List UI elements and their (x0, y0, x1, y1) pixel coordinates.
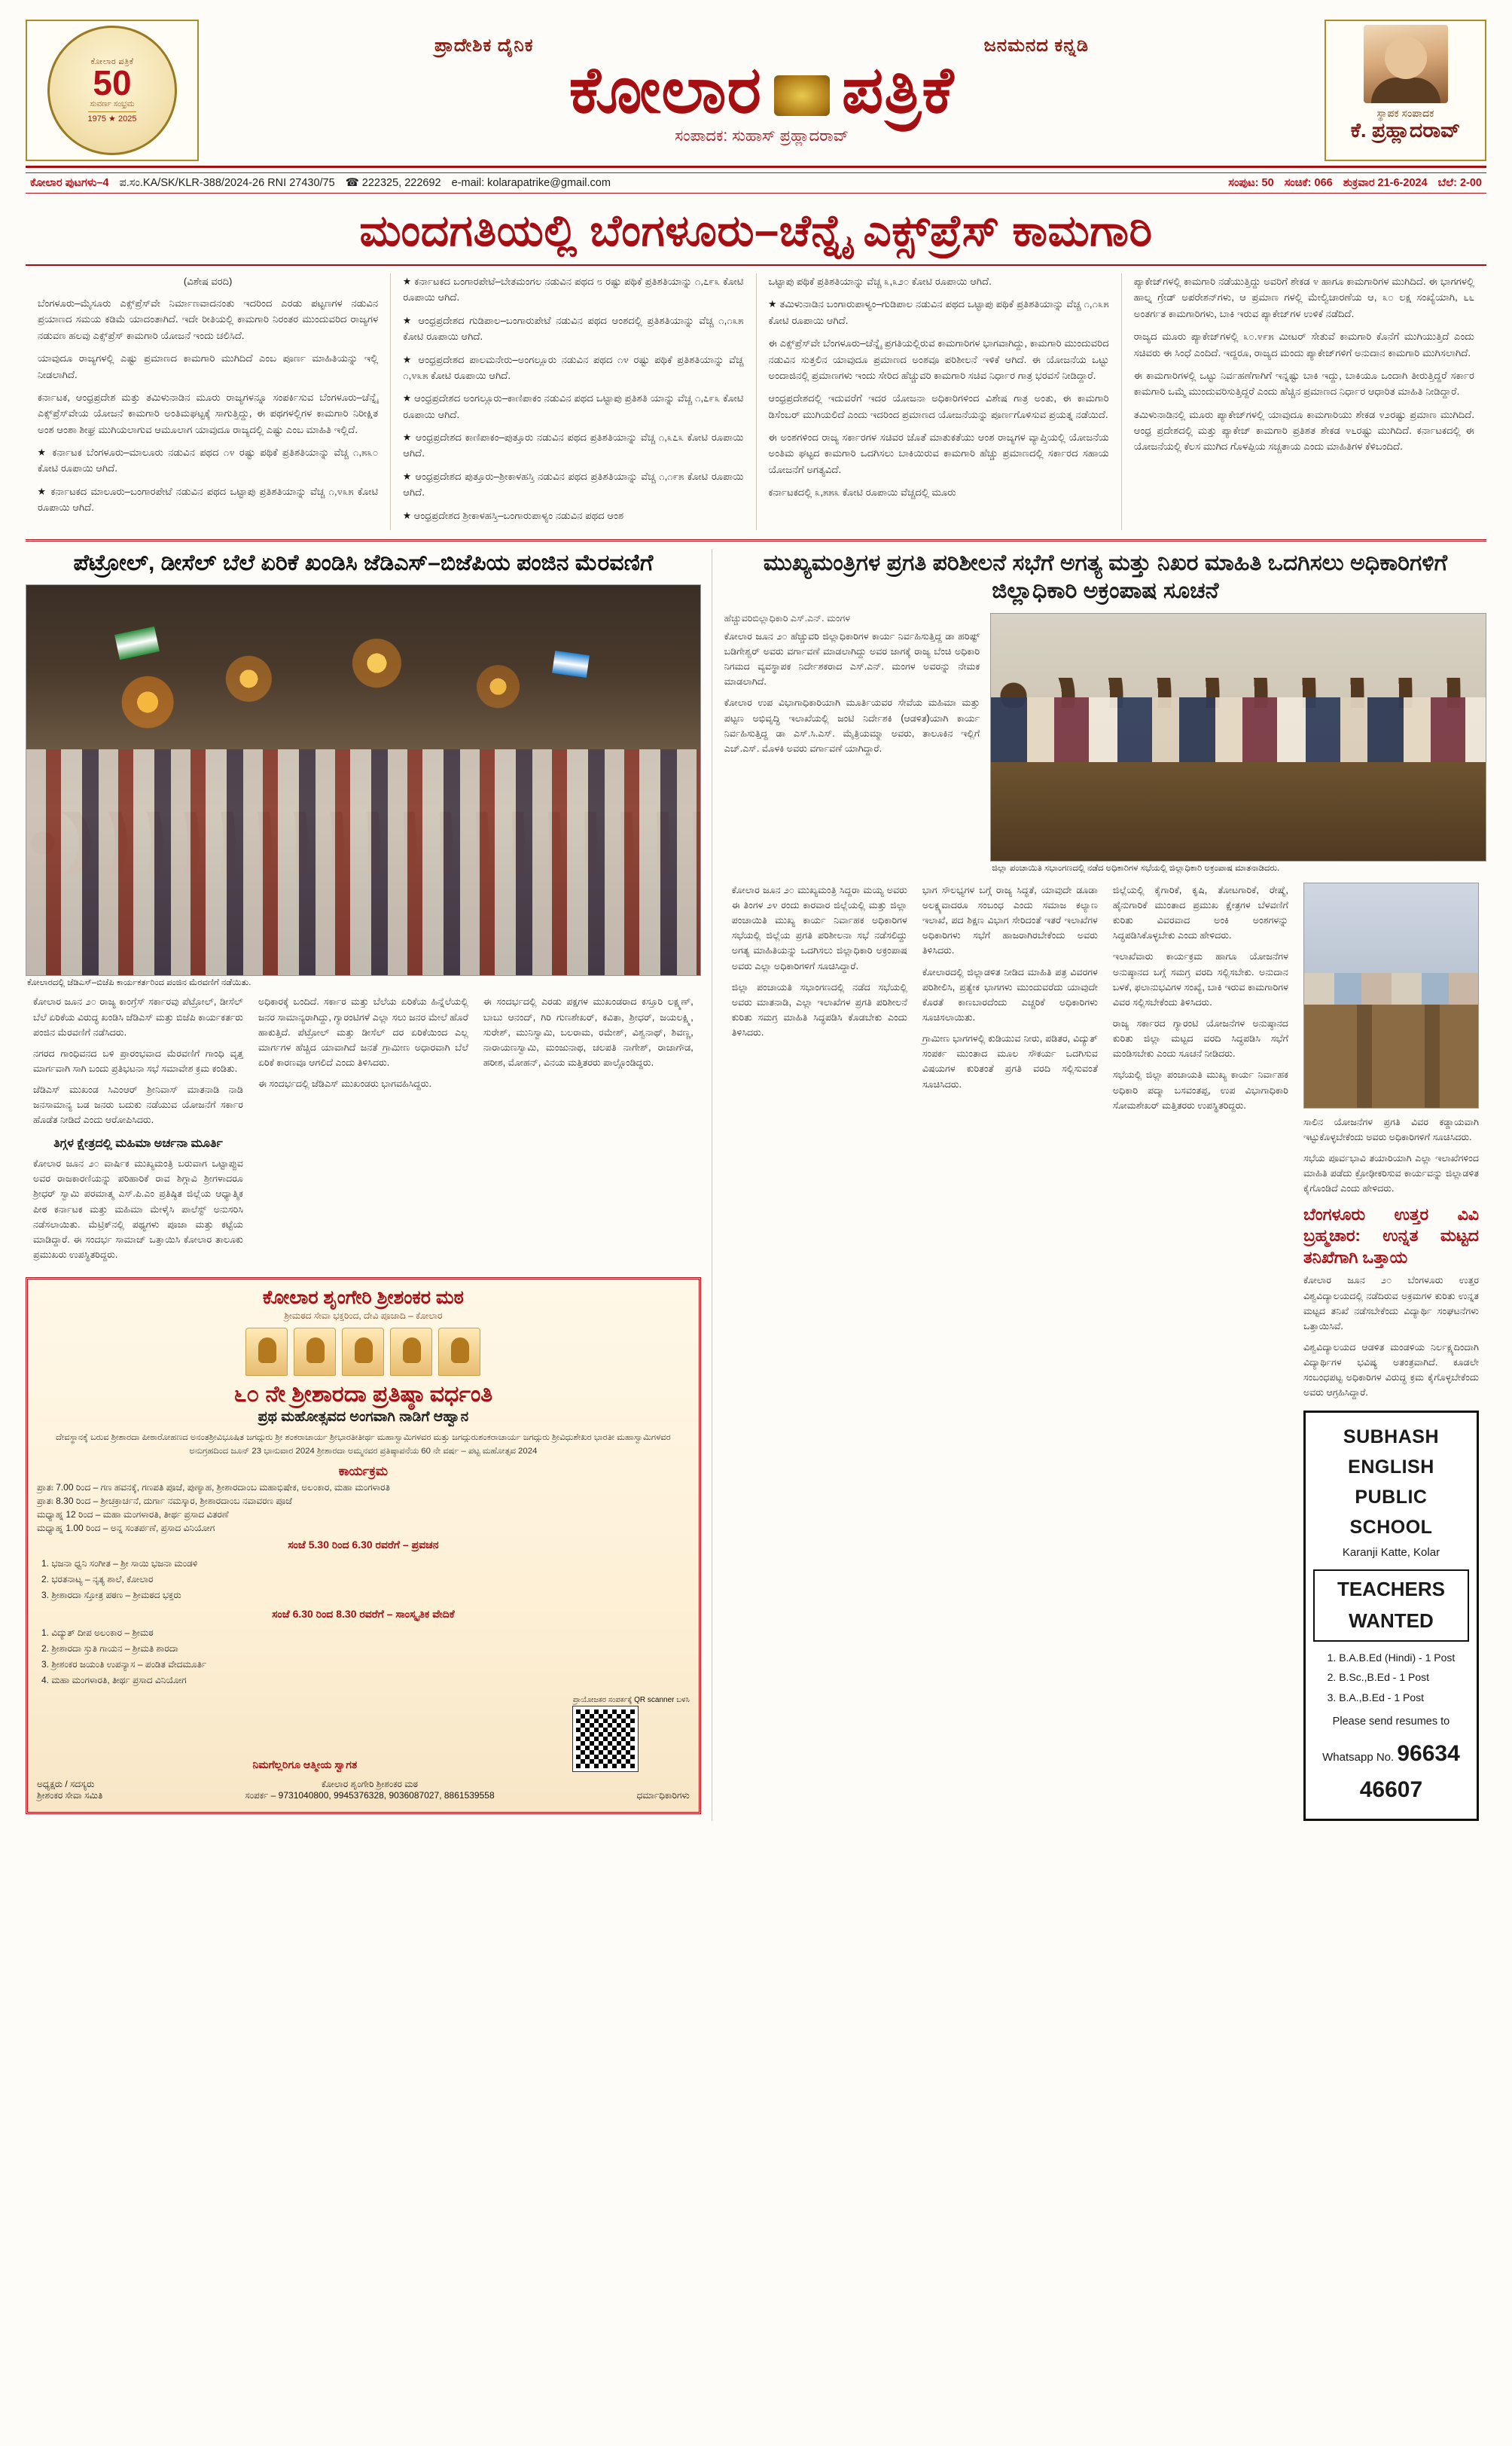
meeting-photo (990, 613, 1486, 862)
temple-advertisement (26, 1277, 701, 1814)
lead-paragraph: ಈ ಎಕ್ಸ್‌ಪ್ರೆಸ್‌ವೇ ಬೆಂಗಳೂರು–ಚೆನ್ನೈ ಪ್ರಗತಿಯಲ್ಲಿರುವ ಕಾಮಗಾರಿಗಳ ಭಾಗವಾಗಿದ್ದು, ಕಾಮಗಾರಿ ಮುಂದುವರಿದ ನಡುವಿನ ಸುತ್ತಲಿನ ಯಾವುದೂ ಪ್ರಮಾಣದ ಅಂಶವೂ ಪರಿಶೀಲನೆ ಇಳಿಕೆ ಆಗಿದೆ. ಈ ಯೋಜನೆಯ ಒಟ್ಟು ಅಂದಾಜಿನಲ್ಲಿ ಪ್ರಮಾಣಗಳು ಇಂದು ಸೇರಿದ ಹೆಚ್ಚುವರಿ ಕಾಮಗಾರಿ ಸಚಿವ ನಿರ್ಧಾರ ಗಾತ್ರ ಭರವಸೆ ನೀಡಿದ್ದಾರೆ. (768, 337, 1109, 381)
ad-schedule-item: ಪ್ರಾತಃ 7.00 ರಿಂದ – ಗಣ ಹವನಕ್ಕೆ, ಗಣಪತಿ ಪೂಜೆ, ಪುಣ್ಯಾಹ, ಶ್ರೀಶಾರದಾಂಬ ಮಹಾಭಿಷೇಕ, ಅಲಂಕಾರ, ಮಹಾ ಮಂಗಳಾರತಿ (37, 1482, 391, 1493)
ad-event-item: 4. ಮಹಾ ಮಂಗಳಾರತಿ, ತೀರ್ಥ ಪ್ರಸಾದ ವಿನಿಯೋಗ (41, 1675, 187, 1686)
ad-event-item: 1. ಭಜನಾ ಧ್ವನಿ ಸಂಗೀತ – ಶ್ರೀ ಸಾಯಿ ಭಜನಾ ಮಂಡಳಿ (41, 1558, 198, 1569)
flag-icon (552, 651, 590, 678)
resume-instruction: Please send resumes to (1332, 1716, 1450, 1728)
ad-schedule-title: ಕಾರ್ಯಕ್ರಮ (338, 1464, 388, 1479)
lead-paragraph: ★ ಕರ್ನಾಟಕದ ಮಾಲೂರು–ಬಂಗಾರಪೇಟೆ ನಡುವಿನ ಪಥದ ಒಟ್ಟಾಪು ಪ್ರತಿಶತಿಯಾನ್ನು ವೆಚ್ಚ ೧,೪೩೫ ಕೋಟಿ ರೂಪಾಯಿ ಆಗಿದೆ. (38, 485, 379, 514)
teachers-wanted-banner: TEACHERS WANTED (1313, 1569, 1469, 1641)
story-paragraph: ಸಾಲಿನ ಯೋಜನೆಗಳ ಪ್ರಗತಿ ವಿವರ ಕಡ್ಡಾಯವಾಗಿ ಇಟ್ಟುಕೊಳ್ಳಬೇಕೆಂದು ಅವರು ಅಧಿಕಾರಿಗಳಿಗೆ ಸೂಚಿಸಿದರು. (1303, 1116, 1479, 1143)
lead-story (26, 266, 1486, 541)
lead-paragraph: ★ ತಮಿಳುನಾಡಿನ ಬಂಗಾರುಪಾಳ್ಯಂ–ಗುಡಿಪಾಲ ನಡುವಿನ ಪಥದ ಒಟ್ಟಾಪು ಪಥಿಕೆ ಪ್ರತಿಶತಿಯಾನ್ನು ವೆಚ್ಚ ೧,೧೩೫ ಕೋಟಿ ರೂಪಾಯಿ ಆಗಿದೆ. (768, 298, 1109, 326)
masthead-center (199, 20, 1325, 161)
lead-paragraph: ಒಟ್ಟಾಪು ಪಥಿಕೆ ಪ್ರತಿಶತಿಯಾನ್ನು ವೆಚ್ಚ ೩,೩೨೦ ಕೋಟಿ ರೂಪಾಯಿ ಆಗಿದೆ. (768, 276, 992, 287)
tagline-left: ಪ್ರಾದೇಶಿಕ ದೈನಿಕ (434, 35, 534, 56)
masthead-taglines (209, 35, 1314, 56)
lead-paragraph: ತಮಿಳುನಾಡಿನಲ್ಲಿ ಮೂರು ಪ್ಯಾಕೇಜ್‌ಗಳಲ್ಲಿ ಯಾವುದೂ ಕಾಮಗಾರಿಯು ಶೇಕಡ ೪೨ರಷ್ಟು ಪ್ರಮಾಣ ಮುಗಿದಿದೆ. ಆಂಧ್ರ ಪ್ರದೇಶದಲ್ಲಿ ಮತ್ತು ಪ್ಯಾಕೇಜ್ ಕಾಮಗಾರಿ ಪ್ರತಿಶತ ಶೇಕಡ ೪೬ರಷ್ಟು ಮುಗಿದಿದೆ. ಕರ್ನಾಟಕದಲ್ಲಿ ಈ ಯೋಜನೆಯಲ್ಲಿ ಕೆಲಸ ಮುಗಿದ ಗೊಳಪ್ಪಿಯ ಸಚ್ಚತಾಯ ಎಂದು ಮಾಹಿತಿಗಳ ಕೆಳಿಬಂದಿದೆ. (1133, 408, 1474, 453)
story-paragraph: ರಾಜ್ಯ ಸರ್ಕಾರದ ಗ್ಯಾರಂಟಿ ಯೋಜನೆಗಳ ಅನುಷ್ಠಾನದ ಕುರಿತು ಜಿಲ್ಲಾ ಮಟ್ಟದ ವರದಿ ಸಿದ್ಧಪಡಿಸಿ ಸಭೆಗೆ ಮಂಡಿಸಬೇಕು ಎಂದು ಸೂಚನೆ ನೀಡಿದರು. (1112, 1018, 1288, 1060)
lead-paragraph: ಕರ್ನಾಟಕದಲ್ಲಿ ೩,೫೫೩ ಕೋಟಿ ರೂಪಾಯಿ ವೆಚ್ಚದಲ್ಲಿ ಮೂರು (768, 486, 956, 499)
story-paragraph: ಅಧಿಕಾರಕ್ಕೆ ಬಂದಿದೆ. ಸರ್ಕಾರ ಮತ್ತು ಬೆಲೆಯ ಏರಿಕೆಯ ಹಿನ್ನೆಲೆಯಲ್ಲಿ ಜನರ ಸಾಮಾನ್ಯರಾಗಿದ್ದು, ಗ್ಯಾರಂಟಿಗಳೆ ಎಲ್ಲಾ ಸಲು ಜನರ ಮೇಲೆ ಹೊರೆ ಹಾಕುತ್ತಿದೆ. ಪೆಟ್ರೋಲ್ ಮತ್ತು ಡೀಸೆಲ್ ದರ ಏರಿಕೆಯಿಂದ ಎಲ್ಲ ಮಾರ್ಗಗಳ ಹೆಚ್ಚಿದ ಯಾವಾಗಿದೆ ಜನತೆ ಗ್ರಾಮೀಣ ಅಧಾರವಾಗಿ ಬೆಲೆ ಏರಿಕೆ ಕಾರಣವೂ ಆಗಲಿದೆ ಎಂದು ತಿಳಿಸಿದರು. (258, 996, 468, 1068)
ad-schedule-item: ಪ್ರಾತಃ 8.30 ರಿಂದ – ಶ್ರೀಚಕ್ರಾರ್ಚನೆ, ದುರ್ಗಾ ನಮಸ್ಕಾರ, ಶ್ರೀಶಾರದಾಂಬ ನವಾವರಣ ಪೂಜೆ (37, 1496, 292, 1507)
founder-box (1325, 20, 1486, 161)
registration-number: ಪ.ಸಂ.KA/SK/KLR-388/2024-26 RNI 27430/75 (119, 177, 335, 189)
lead-paragraph: ಆಂಧ್ರಪ್ರದೇಶದಲ್ಲಿ ಇದುವರೆಗೆ ಇದರ ಯೋಜನಾ ಅಧಿಕಾರಿಗಳಿಂದ ವಿಶೇಷ ಗಾತ್ರ ಅಂತು, ಈ ಕಾಮಗಾರಿ ಡಿಸೆಂಬರ್ ಮುಗಿಯಲಿದೆ ಎಂದು ಇದರಿಂದ ಪ್ರಮಾಣದ ಯೋಜನೆಯನ್ನು ಪೂರ್ಣಗೊಳಿಸುವ ಪ್ರಯತ್ನ ನಡೆಯಿದೆ. (768, 392, 1109, 420)
story-paragraph: ಕೋಲಾರ ಜೂನ ೨೦ ವಾರ್ಷಿಕ ಮುಖ್ಯಮಂತ್ರಿ ಬರುವಾಗ ಒಟ್ಟಾಪ್ಪುವ ಅವರ ರಾಜಕಾರಣಿಯನ್ನು ಪರಿಹಾರಿಕೆ ರಾವ ಶಿಗ್ಗಾವಿ ಶ್ರೀಗಳಾದರೂ ಶ್ರೀಧರ್ ಸ್ವಾಮಿ ಪರಮಾತ್ಮ ಎಸ್.ಪಿ.ಎಂ ಪ್ರತಿಷ್ಠಿತ ಜಿಲ್ಲೆಯ ಆಧ್ಯಾತ್ಮಿಕ ಪೀಠ ಕರ್ನಾಟಕ ಮತ್ತು ಮಹಿಮಾ ಮೇಳೈಸಿ ಪಾಲೆಸ್ಟ್ ಅನುಸರಿಸಿ ನಡೆಸಲಾಯಿತು. ಮೆಟ್ರಿಕ್‌ನಲ್ಲಿ ಪಥ್ಯಗಳು ಪೂಜಾ ಮತ್ತು ಕಟ್ಟೆಯ ಮಾಡಿದ್ದಾರೆ. ಈ ಸಂದರ್ಭ ಸಾಮಾಜ್ ಒತ್ತಾಯಿಸಿ ಕೋಲಾರ ತಾಲೂಕು ಪ್ರಮುಖರು ಉಪಸ್ಥಿತರಿದ್ದರು. (33, 1158, 243, 1260)
story-paragraph: ವಿಶ್ವವಿದ್ಯಾಲಯದ ಆಡಳಿತ ಮಂಡಳಿಯ ನಿರ್ಲಕ್ಷ್ಯದಿಂದಾಗಿ ವಿದ್ಯಾರ್ಥಿಗಳ ಭವಿಷ್ಯ ಅತಂತ್ರವಾಗಿದೆ. ಕೂಡಲೇ ಸಂಬಂಧಪಟ್ಟ ಅಧಿಕಾರಿಗಳ ವಿರುದ್ಧ ಕ್ರಮ ಕೈಗೊಳ್ಳಬೇಕೆಂದು ಅವರು ಆಗ್ರಹಿಸಿದ್ದಾರೆ. (1303, 1341, 1479, 1398)
paper-title (209, 54, 1314, 127)
ad-main-line: ೬೦ ನೇ ಶ್ರೀಶಾರದಾ ಪ್ರತಿಷ್ಠಾ ವರ್ಧಂತಿ (233, 1382, 493, 1408)
email-address: e-mail: kolarapatrike@gmail.com (451, 177, 611, 189)
anniversary-logo (47, 26, 177, 155)
story-paragraph: ಈ ಸಂದರ್ಭದಲ್ಲಿ ಎರಡು ಪಕ್ಷಗಳ ಮುಖಂಡರಾದ ಕಸ್ತೂರಿ ಲಕ್ಷ್ಮಣ್, ಬಾಬು ಆನಂದ್, ಗಿರಿ ಗುಣಶೇಖರ್, ಕವಿತಾ, ಶ್ರೀಧರ್, ಜಯಲಕ್ಷ್ಮಿ, ಸುರೇಶ್, ಮುನಿಸ್ವಾಮಿ, ಬಲರಾಮ, ರಮೇಶ್, ವಿಶ್ವನಾಥ್, ಶಿವಣ್ಣ, ನಾರಾಯಣಸ್ವಾಮಿ, ಮಂಜುನಾಥ, ಚಲಪತಿ ನಾಗೇಶ್, ರಾಜಾಗೌಡ, ಹರೀಶ, ಮೋಹನ್, ವಿನಯ ಮತ್ತಿತರರು ಪಾಲ್ಗೊಂಡಿದ್ದರು. (483, 996, 694, 1068)
rally-photo (26, 584, 701, 976)
cm-column-4 (1296, 883, 1486, 1821)
story-paragraph: ಕೋಲಾರ ಜೂನ ೨೦ ಹೆಚ್ಚುವರಿ ಜಿಲ್ಲಾಧಿಕಾರಿಗಳ ಕಾರ್ಯ ನಿರ್ವಹಿಸುತ್ತಿದ್ದ ಡಾ ಹರಿಷ್ಟ್ ಬಡಿಗೇಶ್ವರ್ ಅವರು ವರ್ಗಾವಣೆ ಮಾಡಲಾಗಿದ್ದು ಅವರ ಜಾಗಕ್ಕೆ ರಾಜ್ಯ ಬೆಂಚಿ ಅಧಿಕಾರಿ ನಿಗಮದ ವ್ಯವಸ್ಥಾಪಕ ನಿರ್ದೇಶಕರಾದ ಎಸ್.ಎನ್. ಮಂಗಳ ಅವರನ್ನು ನೇಮಕ ಮಾಡಲಾಗಿದೆ. (724, 630, 980, 688)
deity-image (438, 1328, 480, 1376)
deity-image (342, 1328, 384, 1376)
ad-footer-right: ಧರ್ಮಾಧಿಕಾರಿಗಳು (636, 1790, 690, 1801)
ad-event-item: 3. ಶ್ರೀಶಂಕರ ಜಯಂತಿ ಉಪನ್ಯಾಸ – ಪಂಡಿತ ವೇದಮೂರ್ತಿ (41, 1659, 207, 1670)
ad-footer-center: ಕೋಲಾರ ಶೃಂಗೇರಿ ಶ್ರೀಶಂಕರ ಮಠ (321, 1779, 419, 1790)
cm-story-columns (724, 883, 1486, 1821)
ad-footer-left: ಅಧ್ಯಕ್ಷರು / ಸದಸ್ಯರು (37, 1779, 95, 1790)
story-paragraph: ಜಿಲ್ಲೆಯಲ್ಲಿ ಕೈಗಾರಿಕೆ, ಕೃಷಿ, ತೋಟಗಾರಿಕೆ, ರೇಷ್ಮೆ, ಹೈನುಗಾರಿಕೆ ಮುಂತಾದ ಪ್ರಮುಖ ಕ್ಷೇತ್ರಗಳ ಬೆಳವಣಿಗೆ ಕುರಿತು ವಿವರವಾದ ಅಂಕಿ ಅಂಶಗಳನ್ನು ಸಿದ್ಧಪಡಿಸಿಕೊಳ್ಳಬೇಕು ಎಂದು ಹೇಳಿದರು. (1112, 884, 1288, 941)
story-paragraph: ಇಲಾಖೆವಾರು ಕಾರ್ಯಕ್ರಮ ಹಾಗೂ ಯೋಜನೆಗಳ ಅನುಷ್ಠಾನದ ಬಗ್ಗೆ ಸಮಗ್ರ ವರದಿ ಸಲ್ಲಿಸಬೇಕು. ಅನುದಾನ ಬಳಕೆ, ಫಲಾನುಭವಿಗಳ ಸಂಖ್ಯೆ, ಬಾಕಿ ಇರುವ ಕಾಮಗಾರಿಗಳ ವಿವರ ಸಲ್ಲಿಸಬೇಕೆಂದು ತಿಳಿಸಿದರು. (1112, 951, 1288, 1008)
story-paragraph: ಕೋಲಾರ ಜೂನ ೨೦ ಮುಖ್ಯಮಂತ್ರಿ ಸಿದ್ದರಾ ಮಯ್ಯ ಅವರು ಈ ತಿಂಗಳ ೨೪ ರಂದು ಕಾರವಾರ ಜಿಲ್ಲೆಯಲ್ಲಿ ಮತ್ತು ಜಿಲ್ಲಾ ಪಂಚಾಯಿತಿ ಮುಖ್ಯ ಕಾರ್ಯ ನಿರ್ವಾಹಕ ಅಧಿಕಾರಿಗಳ ಸಭೆಯಲ್ಲಿ ಜಿಲ್ಲೆಯ ಪ್ರಗತಿ ಪರಿಶೀಲನಾ ಸಭೆ ನಡೆಸಲಿದ್ದು ಅಗತ್ಯ ಮಾಹಿತಿಯನ್ನು ಒದಗಿಸಲು ಜಿಲ್ಲಾಧಿಕಾರಿ ಅಕ್ರಂಪಾಷ ಅವರು ಎಲ್ಲಾ ಅಧಿಕಾರಿಗಳಿಗೆ ಸೂಚಿಸಿದ್ದಾರೆ. (731, 884, 907, 971)
logo-sub-text: ಸುವರ್ಣ ಸಂಭ್ರಮ (90, 99, 135, 109)
logo-years: 1975 ★ 2025 (88, 111, 137, 124)
petrol-column-2 (251, 994, 476, 1268)
petrol-column-1 (26, 994, 251, 1268)
petrol-column-3 (476, 994, 701, 1268)
story-paragraph: ಜಿಲ್ಲಾ ಪಂಚಾಯತಿ ಸಭಾಂಗಣದಲ್ಲಿ ನಡೆದ ಸಭೆಯಲ್ಲಿ ಅವರು ಮಾತನಾಡಿ, ಎಲ್ಲಾ ಇಲಾಖೆಗಳ ಪ್ರಗತಿ ಪರಿಶೀಲನೆ ಕುರಿತು ಸಮಗ್ರ ಮಾಹಿತಿ ಸಿದ್ಧಪಡಿಸಿ ಕೊಡಬೇಕು ಎಂದು ತಿಳಿಸಿದರು. (731, 981, 907, 1038)
paper-title-part2: ಪತ್ರಿಕೆ (841, 54, 955, 127)
ad-footer-contact: ಸಂಪರ್ಕ – 9731040800, 9945376328, 9036087027, 8861539558 (245, 1790, 495, 1801)
qr-code-icon[interactable] (573, 1706, 638, 1771)
story-paragraph: ಈ ಸಂದರ್ಭದಲ್ಲಿ ಜೆಡಿಎಸ್ ಮುಖಂಡರು ಭಾಗವಹಿಸಿದ್ದರು. (258, 1078, 431, 1090)
founder-photo (1364, 25, 1448, 103)
vacancy-item: 3. B.A.,B.Ed - 1 Post (1327, 1691, 1425, 1703)
ad-paragraph: ದೇವಸ್ಥಾನಕ್ಕೆ ಬರುವ ಶ್ರೀಶಾರದಾ ಪೀಠಾರೋಹಣದ ಅನಂತಶ್ರೀವಿಭೂಷಿತ ಜಗದ್ಗುರು ಶ್ರೀ ಶಂಕರಾಚಾರ್ಯ ಶ್ರೀಭಾರತೀತೀರ್ಥ ಮಹಾಸ್ವಾಮಿಗಳವರ ಮತ್ತು ಜಗದ್ಗುರುಶಂಕರಾಚಾರ್ಯ ಜಗದ್ಗುರು ಶ್ರೀವಿಧುಶೇಖರ ಭಾರತೀ ಮಹಾಸ್ವಾಮಿಗಳವರ ಅನುಗ್ರಹದಿಂದ ಜೂನ್ 23 ಭಾನುವಾರ 2024 ಶ್ರೀಶಾರದಾ ಅಮ್ಮನವರ ಪ್ರತಿಷ್ಠಾಪನೆಯ 60 ನೇ ವರ್ಷ – ಪಟ್ಟ ಮಹೋತ್ಸವ 2024 (56, 1433, 671, 1456)
ad-evening-title: ಸಂಜೆ 6.30 ರಿಂದ 8.30 ರವರೆಗೆ – ಸಾಂಸ್ಕೃತಿಕ ವೇದಿಕೆ (272, 1608, 455, 1621)
lead-column-4 (1122, 273, 1486, 530)
lead-paragraph: ಈ ಅಂಶಗಳಿಂದ ರಾಜ್ಯ ಸರ್ಕಾರಗಳ ಸಚಿವರ ಜೊತೆ ಮಾತುಕತೆಯು ಆಂಶ ರಾಜ್ಯಗಳ ವ್ಯಾಪ್ತಿಯಲ್ಲಿ ಯೋಜನೆಯ ಅಂತಿಮ ಘಟ್ಟದ ಕಾಮಗಾರಿ ಒದಗಿಸಲು ಬಾಕಿಯಿರುವ ಕಾಮಗಾರಿ ಹೆಚ್ಚು ಪ್ರಮಾಣದಲ್ಲಿ ಸರ್ಕಾರದ ಸಹಾಯ ಯೋಜನೆಗೆ ಅಗತ್ಯವಿದೆ. (768, 432, 1109, 475)
lead-paragraph: ★ ಆಂಧ್ರಪ್ರದೇಶದ ಶ್ರೀಕಾಳಹಸ್ತಿ–ಬಂಗಾರುಪಾಳ್ಯಂ ನಡುವಿನ ಪಥದ ಆಂಶ (403, 509, 624, 521)
vv-story-headline: ಬೆಂಗಳೂರು ಉತ್ತರ ವಿವಿ ಬ್ರಹ್ಮಚಾರ: ಉನ್ನತ ಮಟ್ಟದ ತನಿಖೆಗಾಗಿ ಒತ್ತಾಯ (1303, 1204, 1479, 1267)
lead-paragraph: ★ ಆಂಧ್ರಪ್ರದೇಶದ ಕಾಣಿಪಾಕಂ–ಪುತ್ತೂರು ನಡುವಿನ ಪಥದ ಪ್ರತಿಶತಿಯಾನ್ನು ವೆಚ್ಚ ೧,೩೭೩ ಕೋಟಿ ರೂಪಾಯಿ ಆಗಿದೆ. (403, 432, 744, 459)
sn-mangala-kicker: ಹೆಚ್ಚುವರಿಬಿಲ್ಲಾಧಿಕಾರಿ ಎಸ್.ಎನ್. ಮಂಗಳ (724, 612, 851, 624)
byline: (ವಿಶೇಷ ವರದಿ) (183, 276, 233, 287)
temple-story-headline: ತಿಗ್ಗಳ ಕ್ಷೇತ್ರದಲ್ಲಿ ಮಹಿಮಾ ಅರ್ಚನಾ ಮೂರ್ತಿ (53, 1136, 223, 1150)
meeting-photo-caption: ಜಿಲ್ಲಾ ಪಂಚಾಯಿತಿ ಸಭಾಂಗಣದಲ್ಲಿ ನಡೆದ ಅಧಿಕಾರಿಗಳ ಸಭೆಯಲ್ಲಿ ಜಿಲ್ಲಾಧಿಕಾರಿ ಅಕ್ರಂಪಾಷ ಮಾತನಾಡಿದರು. (992, 863, 1280, 873)
main-headline: ಮಂದಗತಿಯಲ್ಲಿ ಬೆಂಗಳೂರು–ಚೆನ್ನೈ ಎಕ್ಸ್‌ಪ್ರೆಸ್ ಕಾಮಗಾರಿ (26, 194, 1486, 266)
story-paragraph: ಕೋಲಾರ ಉಪ ವಿಭಾಗಾಧಿಕಾರಿಯಾಗಿ ಮೂರ್ತಿಯವರ ಸೇವೆಯ ಮಹಿಮಾ ಮತ್ತು ಪಟ್ಟಣ ಅಭಿವೃದ್ಧಿ ಇಲಾಖೆಯಲ್ಲಿ ಜಂಟಿ ನಿರ್ದೇಶಕಿ (ಆಡಳಿತ)ಯಾಗಿ ಕಾರ್ಯ ನಿರ್ವಹಿಸುತ್ತಿದ್ದ ಡಾ ಎಸ್.ಸಿ.ಎಸ್. ಮೈತ್ರಿಯಮ್ಮಾ ಅವರು, ತಾಲೂಕಿನ ಇಲ್ಲಿಗೆ ಎಚ್.ಎಸ್. ಮೊಳಕಿ ಅವರು ವರ್ಗಾವಣೆ ಯಾಗಿದ್ದಾರೆ. (724, 697, 980, 754)
classroom-photo (1303, 883, 1479, 1109)
story-paragraph: ಕೋಲಾರ ಜೂನ ೨೦ ಬೆಂಗಳೂರು ಉತ್ತರ ವಿಶ್ವವಿದ್ಯಾಲಯದಲ್ಲಿ ನಡೆದಿರುವ ಅಕ್ರಮಗಳ ಕುರಿತು ಉನ್ನತ ಮಟ್ಟದ ತನಿಖೆ ನಡೆಸಬೇಕೆಂದು ವಿದ್ಯಾರ್ಥಿ ಸಂಘಟನೆಗಳು ಒತ್ತಾಯಿಸಿವೆ. (1303, 1275, 1479, 1331)
deity-image (390, 1328, 432, 1376)
story-paragraph: ಕೋಲಾರದಲ್ಲಿ ಜಿಲ್ಲಾಡಳಿತ ನೀಡಿದ ಮಾಹಿತಿ ಪತ್ರ ವಿವರಗಳ ಪರಿಶೀಲಿಸಿ, ಪ್ರತ್ಯೇಕ ಭಾಗಗಳು ಮುಂದುವರೆದು ಯಾವುದೇ ಕೊರತೆ ಕಾಣಬಾರದೆಂದು ಎಚ್ಚರಿಕೆ ಅಧಿಕಾರಿಗಳು ಸೂಚಿಸಲಾಯಿತು. (922, 966, 1098, 1023)
lead-paragraph: ★ ಕರ್ನಾಟಕದ ಬಂಗಾರಪೇಟೆ–ಬೇತಮಂಗಲ ನಡುವಿನ ಪಥದ ೮ ರಷ್ಟು ಪಥಿಕೆ ಪ್ರತಿಶತಿಯಾನ್ನು ೧,೭೯೩ ಕೋಟಿ ರೂಪಾಯಿ ಆಗಿದೆ. (403, 276, 744, 303)
story-paragraph: ಜೆಡಿಎಸ್ ಮುಖಂಡ ಸಿಎಂಆರ್ ಶ್ರೀನಿವಾಸ್ ಮಾತನಾಡಿ ನಾಡಿ ಜನಸಾಮಾನ್ಯ ಬಡ ಜನರು ಬದುಕು ನಡೆಯುವ ಯೋಜನೆಗೆ ಸರ್ಕಾರ ಹೊಡೆತ ನೀಡಿದೆ ಎಂದು ಆರೋಪಿಸಿದರು. (33, 1084, 243, 1126)
lead-paragraph: ★ ಆಂಧ್ರಪ್ರದೇಶದ ಗುಡಿಪಾಲ–ಬಂಗಾರುಪೇಟೆ ನಡುವಿನ ಪಥದ ಆಂಶದಲ್ಲಿ ಪ್ರತಿಶತಿಯಾನ್ನು ವೆಚ್ಚ ೧,೧೩೫ ಕೋಟಿ ರೂಪಾಯಿ ಆಗಿದೆ. (403, 314, 744, 343)
deity-image (294, 1328, 336, 1376)
whatsapp-label: Whatsapp No. (1322, 1750, 1395, 1764)
lead-column-3 (757, 273, 1122, 530)
masthead-logo (26, 20, 199, 161)
volume-number: ಸಂಪುಟ: 50 (1228, 177, 1274, 189)
lead-column-2 (391, 273, 756, 530)
ad-schedule-item: ಮಧ್ಯಾಹ್ನ 1.00 ರಿಂದ – ಅನ್ನ ಸಂತರ್ಪಣೆ, ಪ್ರಸಾದ ವಿನಿಯೋಗ (37, 1523, 215, 1534)
lead-paragraph: ಪ್ಯಾಕೇಜ್‌ಗಳಲ್ಲಿ ಕಾಮಗಾರಿ ನಡೆಯುತ್ತಿದ್ದು ಅವರಿಗೆ ಶೇಕಡ ೪ ಹಾಗೂ ಕಾಮಗಾರಿಗಳ ಮುಗಿದಿದೆ. ಈ ಭಾಗಗಳಲ್ಲಿ ಹಾಲ್ನ ಗ್ರೇಡ್ ಅಪರೇಶನ್‌ಗಳು, ಆ ಪ್ರಮಾಣ ಗಳಲ್ಲಿ ಮೇಲ್ವಿಚಾರಣೆಯ ಆ, ೩೦ ಲಕ್ಷ ಸಂಖ್ಯೆಯಾಗಿ, ೬೬ ಅಂತರ್ಗತ ಕಾಮಗಾರಿಗಳು, ಬಾಕಿ ಇರುವ ಪ್ಯಾಕೇಜ್‌ಗಳ ಉಳಿಕೆ ನಡೆದಿದೆ. (1133, 276, 1474, 319)
story-paragraph: ಭಾಗ ಸೌಲಭ್ಯಗಳ ಬಗ್ಗೆ ರಾಜ್ಯ ಸಿದ್ಧತೆ, ಯಾವುದೇ ಡೂಡಾ ಅಲಕ್ಷ್ಯವಾದರೂ ಸಂಬಂಧ ಎಂದು ಸಮಾಜ ಕಲ್ಯಾಣ ಇಲಾಖೆ, ಪದ ಶಿಕ್ಷಣ ವಿಭಾಗ ಸೇರಿದಂತೆ ಇತರೆ ಇಲಾಖೆಗಳ ಅಧಿಕಾರಿಗಳು ಸಭೆಗೆ ಹಾಜರಾಗಿರಬೇಕೆಂದು ಅವರು ತಿಳಿಸಿದರು. (922, 884, 1098, 956)
lead-paragraph: ಈ ಕಾಮಗಾರಿಗಳಲ್ಲಿ ಒಟ್ಟು ನಿರ್ವಹಣೆಗಾಗಿಗೆ ಇನ್ನಷ್ಟು ಬಾಕಿ ಇದ್ದು, ಬಾಕಿಯೂ ಒಂದಾಗಿ ತೀರುತ್ತಿದ್ದರೆ ಸರ್ಕಾರ ಕಾಮಗಾರಿ ಒಮ್ಮೆ ಮುಂದುವರಿಸುತ್ತಿದ್ದರೆ ಎಂದು ಹೆಚ್ಚಿನ ಪ್ರಮಾಣದ ನಿರ್ಧಾರ ಆಧಾರಿತ ಮಾಹಿತಿ ನೀಡಿದ್ದಾರೆ. (1133, 369, 1474, 398)
rally-photo-caption: ಕೋಲಾರದಲ್ಲಿ ಜೆಡಿಎಸ್–ಬಿಜೆಪಿ ಕಾರ್ಯಕರ್ತರಿಂದ ಪಂಜಿನ ಮೆರವಣಿಗೆ ನಡೆಯಿತು. (27, 978, 251, 988)
story-paragraph: ಸಭೆಯ ಪೂರ್ವಭಾವಿ ತಯಾರಿಯಾಗಿ ಎಲ್ಲಾ ಇಲಾಖೆಗಳಿಂದ ಮಾಹಿತಿ ಪಡೆದು ಕ್ರೋಢೀಕರಿಸುವ ಕಾರ್ಯವನ್ನು ಜಿಲ್ಲಾಡಳಿತ ಕೈಗೊಂಡಿದೆ ಎಂದು ಹೇಳಿದರು. (1303, 1153, 1479, 1194)
pages-count: ಕೋಲಾರ ಪುಟಗಳು–4 (30, 177, 109, 189)
lead-column-1 (26, 273, 391, 530)
school-name-line1: SUBHASH (1343, 1426, 1440, 1448)
publication-date: ಶುಕ್ರವಾರ 21-6-2024 (1343, 177, 1428, 189)
petrol-story-headline: ಪೆಟ್ರೋಲ್, ಡೀಸೆಲ್ ಬೆಲೆ ಏರಿಕೆ ಖಂಡಿಸಿ ಜೆಡಿಎಸ್–ಬಿಜೆಪಿಯ ಪಂಜಿನ ಮೆರವಣಿಗೆ (73, 550, 654, 575)
flag-icon (114, 627, 160, 660)
emblem-icon (774, 75, 830, 116)
ad-event-item: 2. ಶ್ರೀಶಾರದಾ ಸ್ತುತಿ ಗಾಯನ – ಶ್ರೀಮತಿ ಶಾರದಾ (41, 1643, 178, 1655)
lead-paragraph: ಕರ್ನಾಟಕ, ಆಂಧ್ರಪ್ರದೇಶ ಮತ್ತು ತಮಿಳುನಾಡಿನ ಮೂರು ರಾಜ್ಯಗಳನ್ನೂ ಸಂಪರ್ಕಿಸುವ ಬೆಂಗಳೂರು–ಚೆನ್ನೈ ಎಕ್ಸ್‌ಪ್ರೆಸ್‌ವೇಯ ಯೋಜನೆ ಕಾಮಗಾರಿ ಅಂತಿಮಘಟ್ಟಕ್ಕೆ ಸಾಗುತ್ತಿದ್ದು, ಈ ಪಥಗಳಲ್ಲಿಗಳ ಕಾಮಗಾರಿ ನಿರೀಕ್ಷಿತ ಅಂಶ ಆಂಶಾ ಶೀಘ್ರ ಮುಗಿಯಲಾಗುವ ಆಮೂಲಾಗ ಯಾವುದೂ ರಾಜ್ಯದಲ್ಲಿ ಎಷ್ಟು ಎಂಬ ಮಾಹಿತಿ ಇಲ್ಲಿದೆ. (38, 391, 379, 435)
deity-image (245, 1328, 288, 1376)
cm-story-headline: ಮುಖ್ಯಮಂತ್ರಿಗಳ ಪ್ರಗತಿ ಪರಿಶೀಲನೆ ಸಭೆಗೆ ಅಗತ್ಯ ಮತ್ತು ನಿಖರ ಮಾಹಿತಿ ಒದಗಿಸಲು ಅಧಿಕಾರಿಗಳಿಗೆ ಜಿಲ್ಲಾಧಿಕಾರಿ ಅಕ್ರಂಪಾಷ ಸೂಚನೆ (763, 550, 1448, 604)
whatsapp-number: 96634 46607 (1359, 1740, 1460, 1802)
story-paragraph: ಸಭೆಯಲ್ಲಿ ಜಿಲ್ಲಾ ಪಂಚಾಯತಿ ಮುಖ್ಯ ಕಾರ್ಯ ನಿರ್ವಾಹಕ ಅಧಿಕಾರಿ ಪದ್ಮಾ ಬಸವಂತಪ್ಪ, ಉಪ ವಿಭಾಗಾಧಿಕಾರಿ ಸೋಮಶೇಖರ್ ಮತ್ತಿತರರು ಉಪಸ್ಥಿತರಿದ್ದರು. (1112, 1069, 1288, 1111)
logo-top-text: ಕೋಲಾರ ಪತ್ರಿಕೆ (90, 56, 134, 66)
ad-schedule-item: ಸಂಜೆ 5.30 ರಿಂದ 6.30 ರವರೆಗೆ – ಪ್ರವಚನ (288, 1539, 439, 1551)
secondary-section (26, 541, 1486, 1821)
lead-paragraph: ★ ಕರ್ನಾಟಕ ಬೆಂಗಳೂರು–ಮಾಲೂರು ನಡುವಿನ ಪಥದ ೧೪ ರಷ್ಟು ಪಥಿಕೆ ಪ್ರತಿಶತಿಯಾನ್ನು ವೆಚ್ಚ ೧,೫೩೦ ಕೋಟಿ ರೂಪಾಯಿ ಆಗಿದೆ. (38, 447, 379, 474)
cm-column-2 (915, 883, 1105, 1821)
ad-title: ಕೋಲಾರ ಶೃಂಗೇರಿ ಶ್ರೀಶಂಕರ ಮಠ (262, 1287, 464, 1309)
story-paragraph: ಕೋಲಾರ ಜೂನ ೨೦ ರಾಜ್ಯ ಕಾಂಗ್ರೆಸ್ ಸರ್ಕಾರವು ಪೆಟ್ರೋಲ್, ಡೀಸೆಲ್ ಬೆಲೆ ಏರಿಕೆಯ ವಿರುದ್ಧ ಖಂಡಿಸಿ ಜೆಡಿಎಸ್ ಮತ್ತು ಬಿಜೆಪಿ ಕಾರ್ಯಕರ್ತರು ಪಂಜಿನ ಮೆರವಣಿಗೆ ನಡೆಸಿದರು. (33, 996, 243, 1038)
issue-number: ಸಂಚಿಕೆ: 066 (1284, 177, 1333, 189)
info-strip (26, 172, 1486, 194)
tagline-right: ಜನಮನದ ಕನ್ನಡಿ (983, 35, 1089, 56)
editor-line: ಸಂಪಾದಕ: ಸುಹಾಸ್ ಪ್ರಹ್ಲಾದರಾವ್ (675, 127, 849, 145)
school-advertisement (1303, 1411, 1479, 1820)
lead-paragraph: ಬೆಂಗಳೂರು–ಮೈಸೂರು ಎಕ್ಸ್‌ಪ್ರೆಸ್‌ವೇ ನಿರ್ಮಾಣವಾದನಂತು ಇದರಿಂದ ಎರಡು ಪಟ್ಟಣಗಳ ನಡುವಿನ ಪ್ರಯಾಣದ ಸಮಯ ಕಡಿಮೆ ಯಾದಂತಾಗಿದೆ. ಇದೇ ರೀತಿಯಲ್ಲಿ ಕಾಮಗಾರಿ ನಿರಂತರ ಮುಂದುವರಿದ ರಾಜ್ಯಗಳ ನಡುವಣ ಹಲವು ಎಕ್ಸ್‌ಪ್ರೆಸ್ ಕಾಮಗಾರಿ ಯೋಜನೆ ಇಂದು ಚಲಿಸಿದೆ. (38, 297, 379, 341)
logo-anniversary-number: 50 (93, 63, 132, 102)
petrol-story-columns (26, 994, 701, 1268)
sn-mangala-column (724, 629, 980, 756)
ad-welcome: ನಿಮಗೆಲ್ಲರಿಗೂ ಆತ್ಮೀಯ ಸ್ವಾಗತ (252, 1758, 358, 1771)
lead-paragraph: ಯಾವುದೂ ರಾಜ್ಯಗಳಲ್ಲಿ ಎಷ್ಟು ಪ್ರಮಾಣದ ಕಾಮಗಾರಿ ಮುಗಿದಿದೆ ಎಂಬ ಪೂರ್ಣ ಮಾಹಿತಿಯನ್ನು ಇಲ್ಲಿ ನೀಡಲಾಗಿದೆ. (38, 352, 379, 380)
cm-column-3 (1105, 883, 1296, 1821)
ad-event-item: 3. ಶ್ರೀಶಾರದಾ ಸ್ತೋತ್ರ ಪಠಣ – ಶ್ರೀಮಠದ ಭಕ್ತರು (41, 1590, 181, 1601)
ad-subtitle: ಶ್ರೀಮಠದ ಸೇವಾ ಭಕ್ತರಿಂದ, ದೇವಿ ಪೂಜಾದಿ – ಕೋಲಾರ (284, 1310, 443, 1322)
paper-title-part1: ಕೋಲಾರ (569, 54, 762, 127)
ad-secondary-line: ಪ್ರಥ ಮಹೋತ್ಸವದ ಅಂಗವಾಗಿ ನಾಡಿಗೆ ಆಹ್ವಾನ (258, 1409, 469, 1426)
price: ಬೆಲೆ: 2-00 (1437, 177, 1482, 189)
story-paragraph: ಗ್ರಾಮೀಣ ಭಾಗಗಳಲ್ಲಿ ಕುಡಿಯುವ ನೀರು, ಪಡಿತರ, ವಿದ್ಯುತ್ ಸಂಪರ್ಕ ಮುಂತಾದ ಮೂಲ ಸೌಕರ್ಯ ಒದಗಿಸುವ ವಿಷಯಗಳ ಕುರಿತಂತೆ ಪ್ರಗತಿ ವರದಿ ಸಲ್ಲಿಸುವಂತೆ ಸೂಚಿಸಿದರು. (922, 1033, 1098, 1090)
right-block (712, 549, 1486, 1821)
school-address: Karanji Katte, Kolar (1342, 1546, 1440, 1560)
masthead (26, 20, 1486, 168)
vacancy-item: 2. B.Sc.,B.Ed - 1 Post (1327, 1671, 1430, 1684)
qr-label: ಪ್ರಾಯೋಜಕರ ಸಂಪರ್ಕಕ್ಕೆ QR scanner ಬಳಸಿ (572, 1696, 690, 1705)
cm-column-1 (724, 883, 915, 1821)
founder-role: ಸ್ಥಾಪಕ ಸಂಪಾದಕ (1376, 107, 1434, 119)
story-paragraph: ನಗರದ ಗಾಂಧಿವನದ ಬಳಿ ಪ್ರಾರಂಭವಾದ ಮೆರವಣಿಗೆ ಗಾಂಧಿ ವೃತ್ತ ಮಾರ್ಗವಾಗಿ ಸಾಗಿ ಬಂದು ಪ್ರತಿಭಟನಾ ಸಭೆ ಸಮಾವೇಶ ಕ್ರಮ ಕಂಡಿತು. (33, 1048, 243, 1074)
left-block (26, 549, 712, 1821)
school-name-line2: ENGLISH PUBLIC SCHOOL (1348, 1456, 1434, 1539)
ad-schedule-item: ಮಧ್ಯಾಹ್ನ 12 ರಿಂದ – ಮಹಾ ಮಂಗಳಾರತಿ, ತೀರ್ಥ ಪ್ರಸಾದ ವಿತರಣೆ (37, 1509, 229, 1520)
lead-paragraph: ★ ಆಂಧ್ರಪ್ರದೇಶದ ಅಂಗಲ್ಲೂರು–ಕಾಣಿಪಾಕಂ ನಡುವಿನ ಪಥದ ಒಟ್ಟಾಪು ಪ್ರತಿಶತಿ ಯಾನ್ನು ವೆಚ್ಚ ೧,೭೯೩ ಕೋಟಿ ರೂಪಾಯಿ ಆಗಿದೆ. (403, 392, 744, 420)
ad-event-item: 2. ಭರತನಾಟ್ಯ – ನೃತ್ಯ ಶಾಲೆ, ಕೋಲಾರ (41, 1574, 154, 1585)
vacancy-item: 1. B.A.B.Ed (Hindi) - 1 Post (1327, 1651, 1456, 1664)
lead-paragraph: ರಾಜ್ಯದ ಮೂರು ಪ್ಯಾಕೇಜ್‌ಗಳಲ್ಲಿ ೩೦.೪೯೫ ಮೀಟರ್ ಸೇತುವೆ ಕಾಮಗಾರಿ ಕೊನೆಗೆ ಮುಗಿಯುತ್ತಿದೆ ಎಂದು ಸಚಿವರು ಈ ಸಿಂಧೆ ಎಂದಿದೆ. ಇದ್ದರೂ, ರಾಜ್ಯದ ಮಂದು ಪ್ಯಾಕೇಜ್‌ಗಳಿಗೆ ಅನುದಾನ ಕಾಮಗಾರಿ ಮುಗಿಸಲಾಗಿದೆ. (1133, 331, 1474, 358)
ad-footer-left2: ಶ್ರೀಶಂಕರ ಸೇವಾ ಸಮಿತಿ (37, 1790, 103, 1801)
deity-images (37, 1328, 690, 1376)
founder-name: ಕೆ. ಪ್ರಹ್ಲಾದರಾವ್ (1350, 119, 1461, 142)
lead-paragraph: ★ ಆಂಧ್ರಪ್ರದೇಶದ ಪಾಲಮನೇರು–ಅಂಗಲ್ಲೂರು ನಡುವಿನ ಪಥದ ೧೪ ರಷ್ಟು ಪಥಿಕೆ ಪ್ರತಿಶತಿಯಾನ್ನು ವೆಚ್ಚ ೧,೪೩೫ ಕೋಟಿ ರೂಪಾಯಿ ಆಗಿದೆ. (403, 353, 744, 381)
phone-numbers: ☎ 222325, 222692 (345, 177, 441, 189)
ad-event-item: 1. ವಿದ್ಯುತ್ ದೀಪ ಅಲಂಕಾರ – ಶ್ರೀಮಠ (41, 1627, 154, 1639)
lead-paragraph: ★ ಆಂಧ್ರಪ್ರದೇಶದ ಪುತ್ತೂರು–ಶ್ರೀಕಾಳಹಸ್ತಿ ನಡುವಿನ ಪಥದ ಪ್ರತಿಶತಿಯಾನ್ನು ವೆಚ್ಚ ೧,೧೯೫ ಕೋಟಿ ರೂಪಾಯಿ ಆಗಿದೆ. (403, 470, 744, 499)
vacancy-list (1328, 1648, 1456, 1708)
